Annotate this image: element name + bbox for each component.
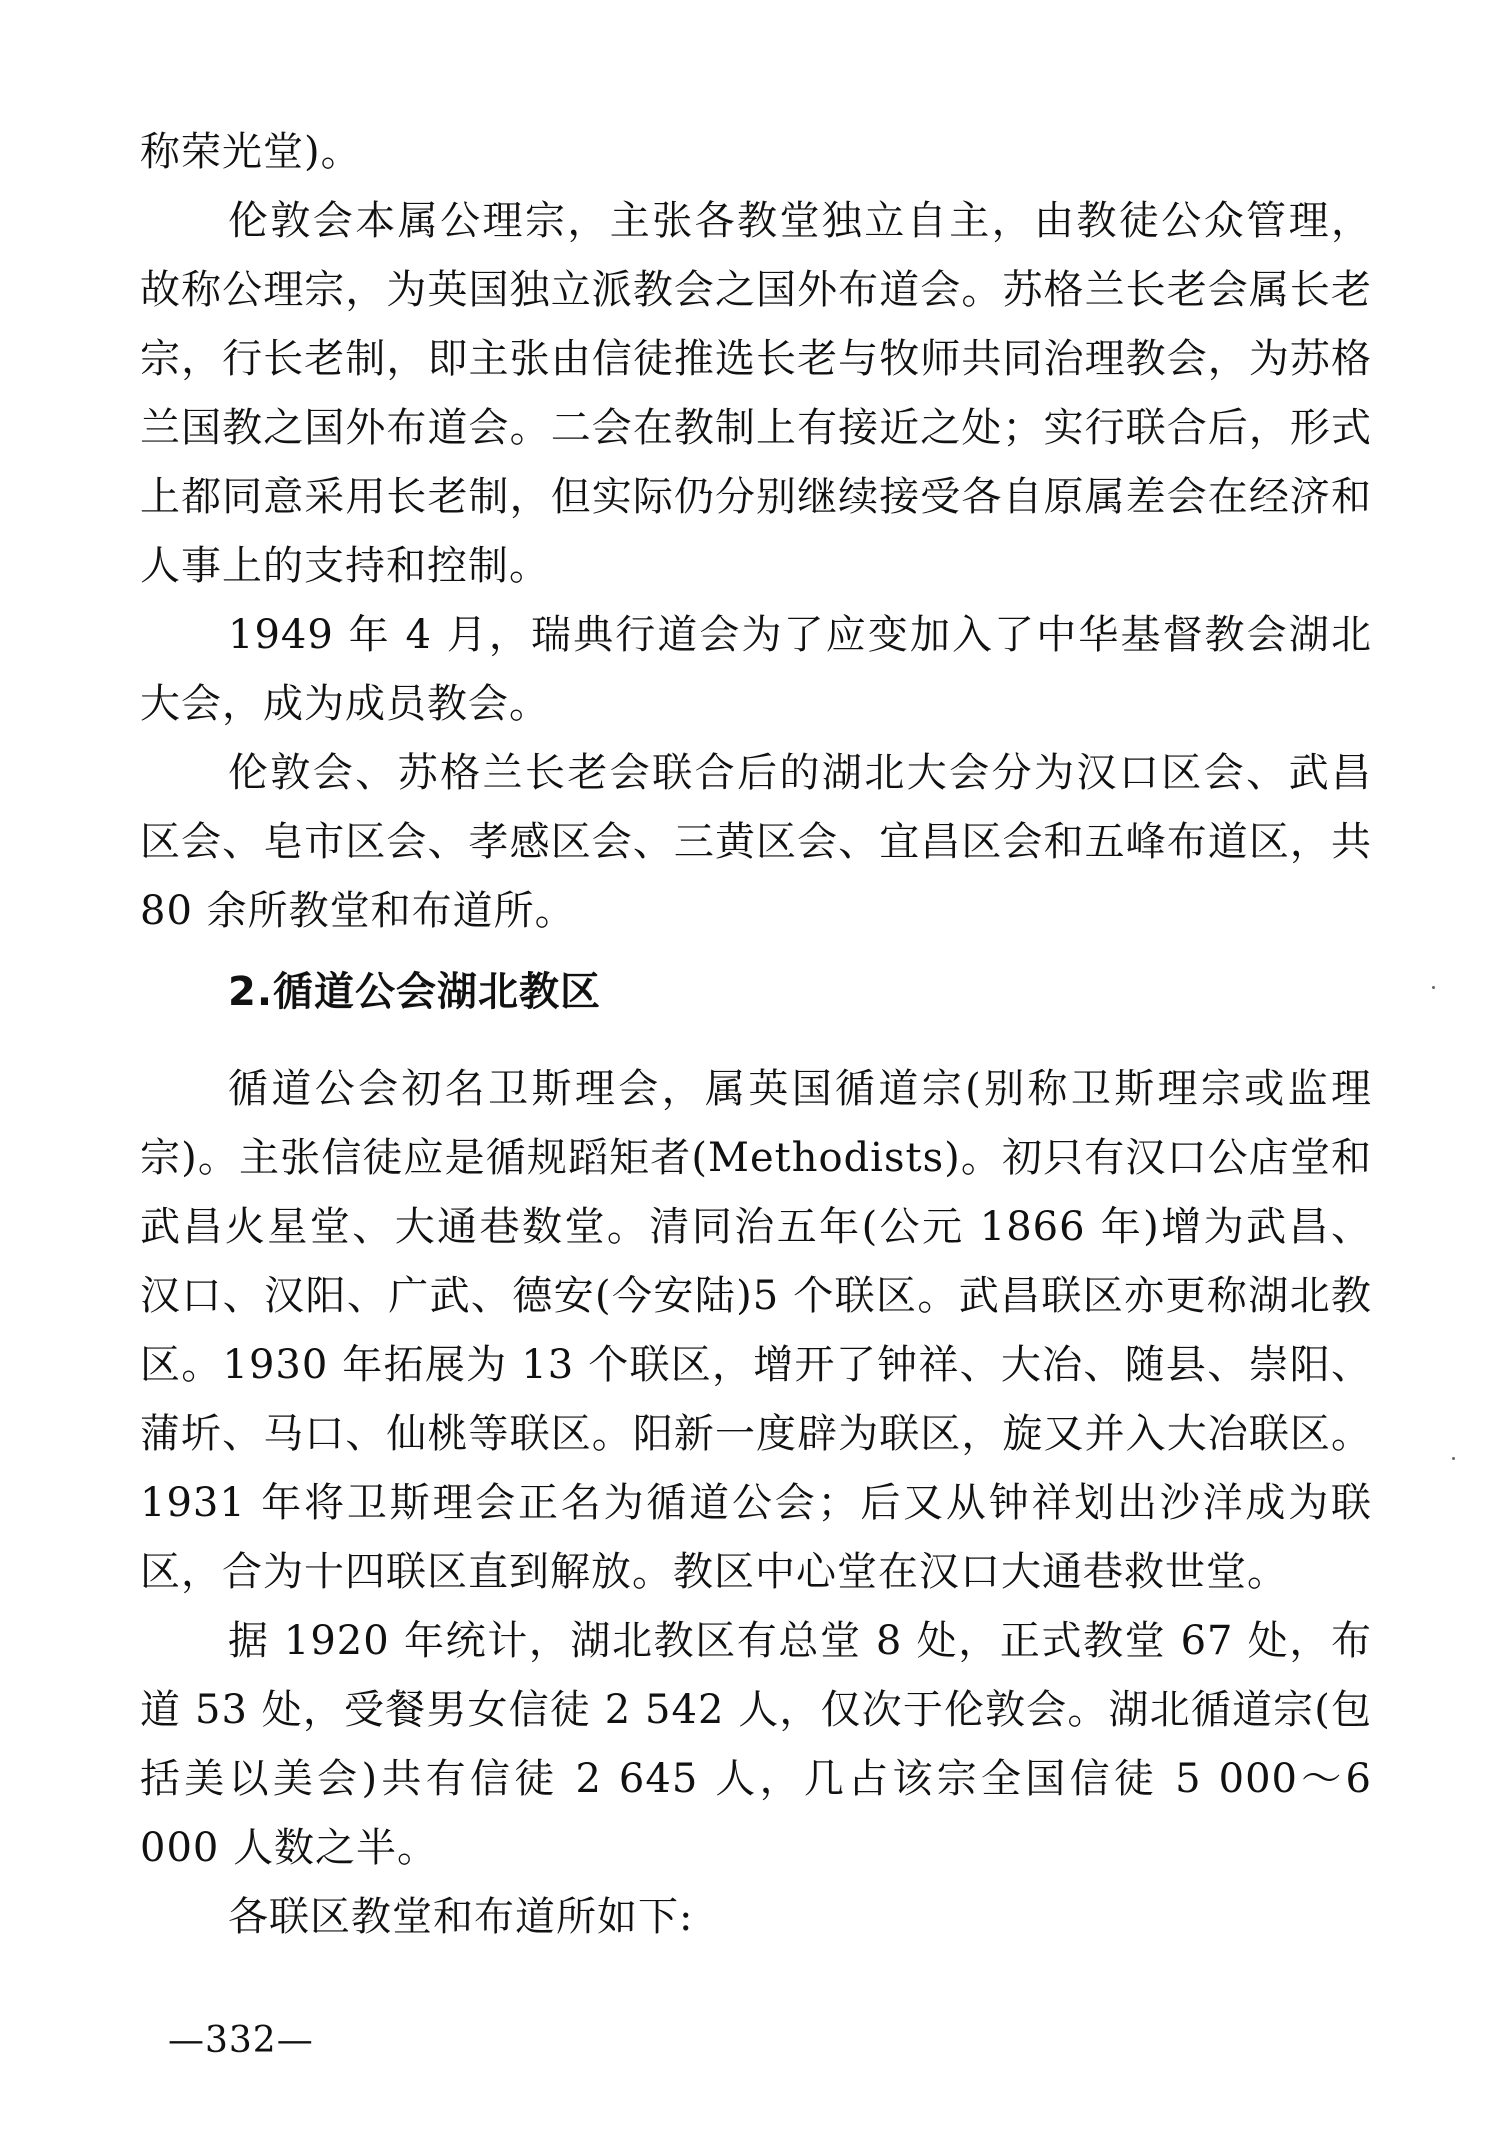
text-block-top bbox=[140, 118, 1372, 946]
paragraph-hubei-assembly: 伦敦会、苏格兰长老会联合后的湖北大会分为汉口区会、武昌区会、皂市区会、孝感区会、三黄区会、宜昌区会和五峰布道区，共 80 余所教堂和布道所。 bbox=[140, 750, 1372, 934]
paragraph-methodist-history: 循道公会初名卫斯理会，属英国循道宗(别称卫斯理宗或监理宗)。主张信徒应是循规蹈矩者(Methodists)。初只有汉口公店堂和武昌火星堂、大通巷数堂。清同治五年(公元 1866 年)增为武昌、汉口、汉阳、广武、德安(今安陆)5 个联区。武昌联区亦更称湖北教区。1930 年拓展为 13 个联区，增开了钟祥、大冶、随县、崇阳、蒲圻、马口、仙桃等联区。阳新一度辟为联区，旋又并入大冶联区。1931 年将卫斯理会正名为循道公会；后又从钟祥划出沙洋成为联区，合为十四联区直到解放。教区中心堂在汉口大通巷救世堂。 bbox=[140, 1066, 1372, 1595]
page-number: —332— bbox=[168, 2020, 314, 2061]
paragraph-london-mission: 伦敦会本属公理宗，主张各教堂独立自主，由教徒公众管理，故称公理宗，为英国独立派教会之国外布道会。苏格兰长老会属长老宗，行长老制，即主张由信徒推选长老与牧师共同治理教会，为苏格兰国教之国外布道会。二会在教制上有接近之处；实行联合后，形式上都同意采用长老制，但实际仍分别继续接受各自原属差会在经济和人事上的支持和控制。 bbox=[140, 198, 1372, 589]
paragraph-swedish-mission: 1949 年 4 月，瑞典行道会为了应变加入了中华基督教会湖北大会，成为成员教会。 bbox=[140, 612, 1372, 727]
scan-speck bbox=[1432, 986, 1435, 989]
paragraph-continuation: 称荣光堂)。 bbox=[140, 129, 362, 175]
scan-speck bbox=[1452, 1457, 1455, 1460]
section-heading: 2.循道公会湖北教区 bbox=[228, 969, 602, 1015]
paragraph-list-intro: 各联区教堂和布道所如下: bbox=[228, 1894, 694, 1940]
paragraph-statistics: 据 1920 年统计，湖北教区有总堂 8 处，正式教堂 67 处，布道 53 处，受餐男女信徒 2 542 人，仅次于伦敦会。湖北循道宗(包括美以美会)共有信徒 2 645 人，几占该宗全国信徒 5 000～6 000 人数之半。 bbox=[140, 1618, 1372, 1871]
text-block-bottom bbox=[140, 1055, 1372, 1952]
